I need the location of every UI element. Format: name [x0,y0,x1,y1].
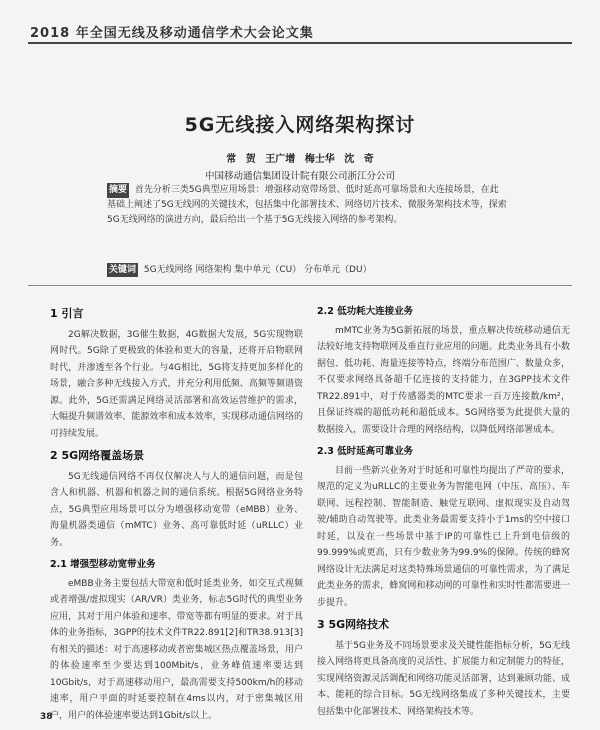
subsection-heading: 2.2 低功耗大连接业务 [317,306,414,317]
abstract-block [107,183,507,228]
paragraph: 5G无线通信网络不再仅仅解决人与人的通信问题，而是包含人和机器、机器和机器之间的通信系统。根据5G网络业务特点，5G典型应用场景可以分为增强移动宽带（eMBB）业务、海量机器类通信（mMTC）业务、高可靠低时延（uRLLC）业务。 [50,471,303,548]
paragraph: 目前一些新兴业务对于时延和可靠性均提出了严苛的要求，规范的定义为uRLLC的主要业务为智能电网（中压、高压）、车联网、远程控制、智能制造、触觉互联网、虚拟现实及自动驾驶/辅助自动驾驶等。此类业务最需要支持小于1ms的空中接口时延，以及在一些场景中基于IP的可靠性已上升到电信级的99.999%或更高，只有少数业务为99.9%的保障。传统的蜂窝网络设计无法满足对这类特殊场景通信的可靠性需求，为了满足此类业务的需求，蜂窝网和移动网的可靠性和实时性都需要进一步提升。 [317,465,570,608]
running-head: 2018 年全国无线及移动通信学术大会论文集 [30,26,314,41]
authors: 常 贺 王广增 梅士华 沈 奇 [226,154,374,165]
subsection-heading: 2.3 低时延高可靠业务 [317,446,414,457]
section-heading: 3 5G网络技术 [317,618,390,631]
left-column [50,300,303,730]
header-rule [28,42,572,44]
paper-title: 5G无线接入网络架构探讨 [184,114,416,136]
paragraph: 2G解决数据，3G催生数据，4G数据大发展，5G实现物联网时代。5G除了更极致的体验和更大的容量，还将开启物联网时代，并渗透至各个行业。与4G相比，5G将支持更加多样化的场景，融合多种无线接入方式，并充分利用低频、高频等频谱资源。此外，5G还需满足网络灵活部署和高效运营维护的需求，大幅提升频谱效率、能源效率和成本效率，实现移动通信网络的可持续发展。 [50,329,303,439]
page-number: 38 [40,712,53,722]
abstract-text: 首先分析三类5G典型应用场景：增强移动宽带场景、低时延高可靠场景和大连接场景，在此基础上阐述了5G无线网的关键技术，包括集中化部署技术、网络切片技术、微服务架构技术等，探索5G无线网络的演进方向，最后给出一个基于5G无线接入网络的参考架构。 [107,185,507,225]
keywords-text: 5G无线网络 网络架构 集中单元（CU） 分布单元（DU） [143,265,372,275]
paragraph: 基于5G业务及不同场景要求及关键性能指标分析，5G无线接入网络将更具备高度的灵活性、扩展能力和定制能力的特征，实现网络资源灵活调配和网络功能灵活部署，达到兼顾功能、成本、能耗的综合目标。5G无线网络集成了多种关键技术，主要包括集中化部署技术、网络架构技术等。 [317,640,570,717]
section-divider [28,285,572,286]
right-column [317,300,570,726]
subsection-heading: 2.1 增强型移动宽带业务 [50,559,156,570]
keywords-block [107,263,507,277]
paragraph: mMTC业务为5G新拓展的场景，重点解决传统移动通信无法较好地支持物联网及垂直行业应用的问题。此类业务具有小数据包、低功耗、海量连接等特点，终端分布范围广、数量众多，不仅要求网络具备超千亿连接的支持能力，在3GPP技术文件TR22.891中，对于传感器类的MTC要求一百万连接数/km²，且保证终端的超低功耗和超低成本。5G网络要为此提供大量的数据接入，需要设计合理的网络结构，以降低网络部署成本。 [317,325,570,435]
keywords-label: 关键词 [109,265,137,275]
section-heading: 2 5G网络覆盖场景 [50,449,145,462]
paragraph: eMBB业务主要包括大带宽和低时延类业务，如交互式视频或者增强/虚拟现实（AR/VR）类业务，标志5G时代的典型业务应用，其对于用户体验和速率、带宽等都有明显的要求。对于具体的业务指标，3GPP的技术文件TR22.891[2]和TR38.913[3]有相关的描述：对于高速移动或者密集城区热点覆盖场景，用户的体验速率至少要达到100Mbit/s，业务峰值速率要达到10Gbit/s，对于高速移动用户，最高需要支持500km/h的移动速率，用户平面的时延要控制在4ms以内，对于密集城区用户，用户的体验速率要达到1Gbit/s以上。 [50,578,303,721]
affiliation: 中国移动通信集团设计院有限公司浙江分公司 [204,171,395,182]
abstract-label: 摘要 [107,183,129,198]
section-heading: 1 引言 [50,307,84,320]
